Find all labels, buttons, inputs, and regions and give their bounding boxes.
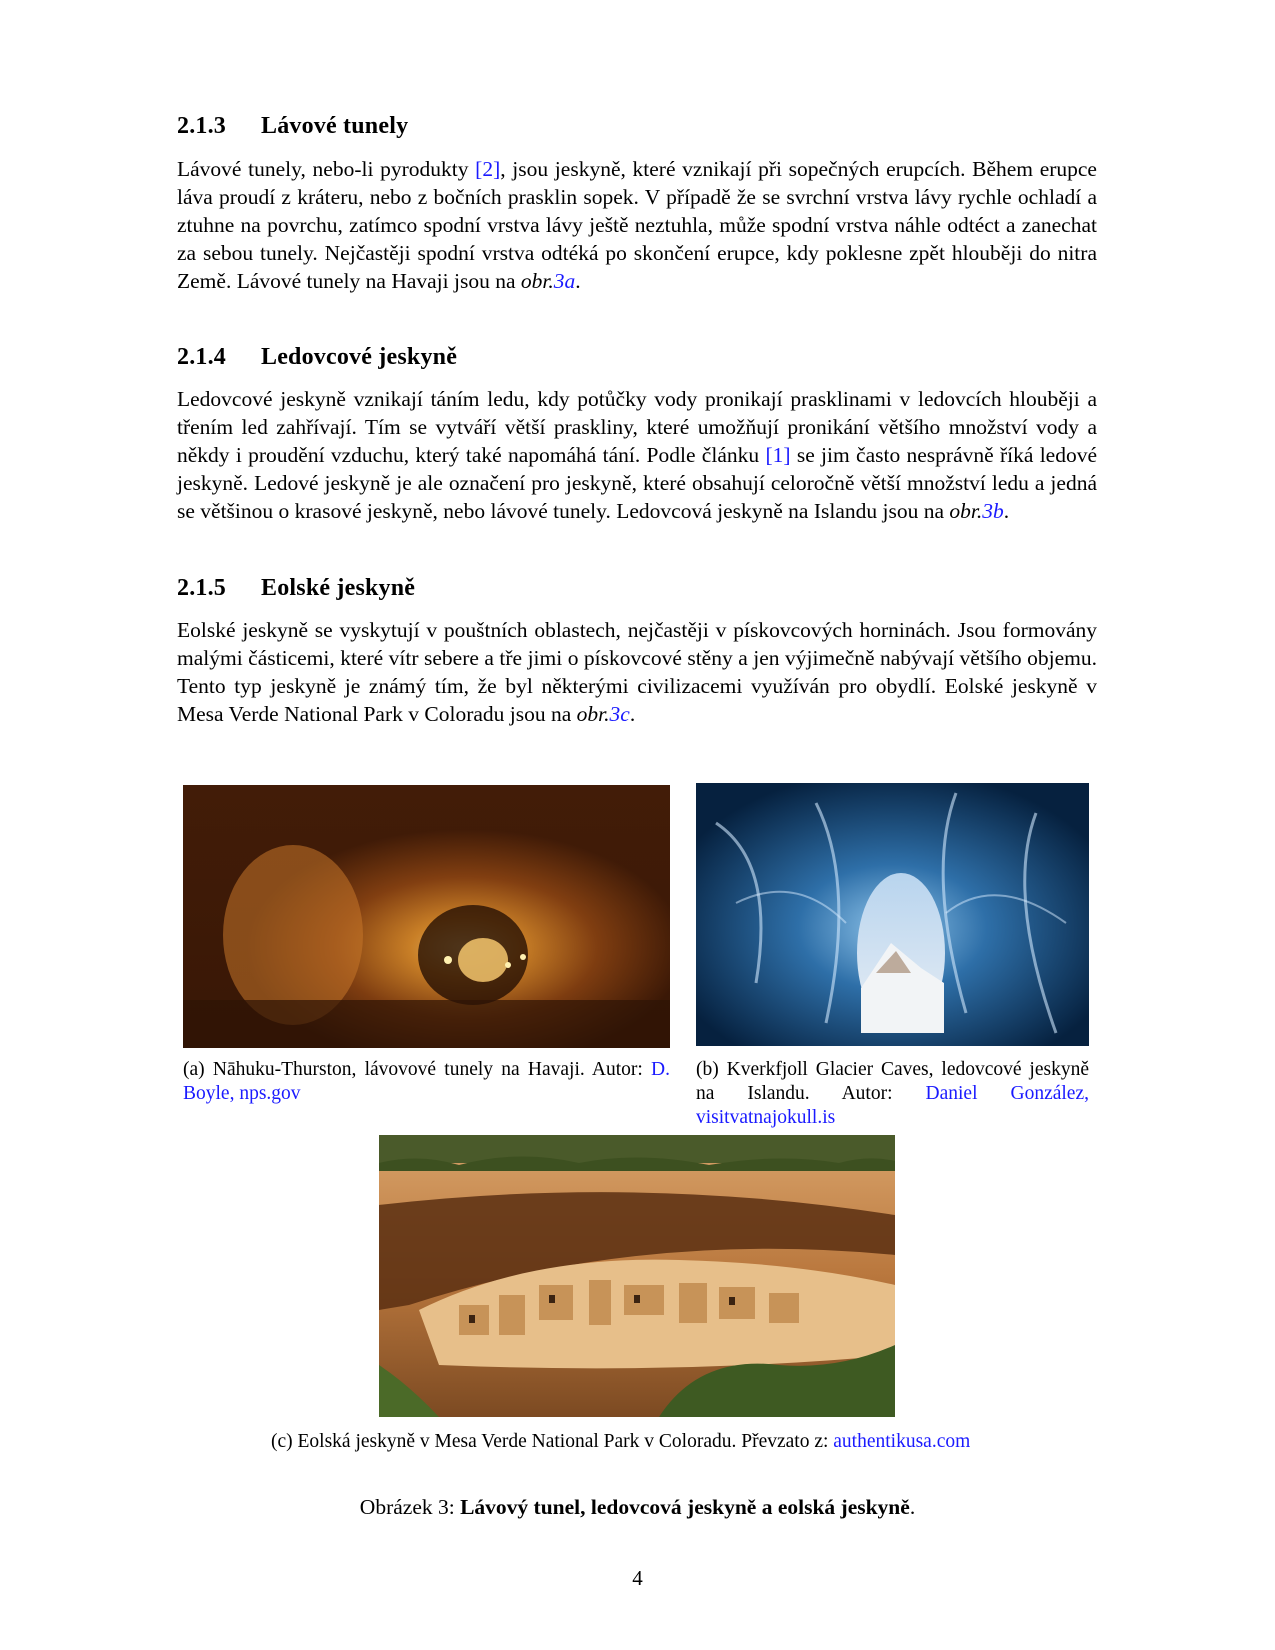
figure-3-caption xyxy=(0,1495,1275,1520)
lava-tunnel-photo xyxy=(183,785,670,1048)
caption-period: . xyxy=(909,1495,916,1519)
paragraph-lava-tunnels xyxy=(177,155,1097,295)
caption-source-link[interactable]: Daniel González, visitvatnajokull.is xyxy=(696,1083,1089,1128)
figure-ref-link[interactable]: 3b xyxy=(982,499,1004,523)
caption-text: (b) Kverkfjoll Glacier Caves, ledovcové jeskyně na Islandu. Autor: xyxy=(696,1059,1089,1104)
citation-open: [ xyxy=(475,157,483,181)
figure-ref-link[interactable]: 3c xyxy=(609,702,630,726)
figure-c-caption xyxy=(271,1430,1006,1454)
glacier-cave-photo xyxy=(696,783,1089,1046)
section-title: Lávové tunely xyxy=(261,113,409,139)
caption-text: (c) Eolská jeskyně v Mesa Verde National Park v Coloradu. Převzato z: xyxy=(271,1431,834,1452)
text: Eolské jeskyně se vyskytují v pouštních oblastech, nejčastěji v pískovcových horninách. Jsou formovány malými částicemi, které vítr sebere a tře jimi o pískovcové stěny a jen výjimečně nabývají většího objemu. Tento typ jeskyně je známý tím, že byl některými civilizacemi využíván pro obydlí. Eolské jeskyně v Mesa Verde National Park v Coloradu jsou na xyxy=(177,618,1097,726)
text: Ledovcové jeskyně vznikají táním ledu, kdy potůčky vody pronikají prasklinami v ledovcích hlouběji a třením led zahřívají. Tím se vytváří větší praskliny, které umožňují pronikání většího množství vody a někdy i proudění vzduchu, který také napomáhá tání. Podle článku xyxy=(177,387,1097,467)
obr-label: obr. xyxy=(576,702,610,726)
figure-caption-title: Lávový tunel, ledovcová jeskyně a eolská jeskyně xyxy=(460,1495,910,1519)
lava-tunnel-image xyxy=(183,785,670,1048)
caption-source-link[interactable]: D. Boyle, nps.gov xyxy=(183,1059,670,1104)
section-number: 2.1.4 xyxy=(177,344,226,370)
obr-label: obr. xyxy=(949,499,983,523)
figure-b-caption xyxy=(696,1058,1089,1130)
caption-source-link[interactable]: authentikusa.com xyxy=(833,1431,971,1452)
figure-a-caption xyxy=(183,1058,670,1106)
glacier-cave-image xyxy=(696,783,1089,1046)
caption-text: (a) Nāhuku-Thurston, lávovové tunely na Havaji. Autor: xyxy=(183,1059,652,1080)
section-heading-2-1-5 xyxy=(177,575,415,602)
section-title: Ledovcové jeskyně xyxy=(261,344,458,370)
figure-label: Obrázek 3: xyxy=(359,1495,461,1519)
section-number: 2.1.3 xyxy=(177,113,226,139)
text: . xyxy=(1003,499,1010,523)
text: . xyxy=(575,269,581,293)
paragraph-eolian-caves xyxy=(177,616,1097,728)
text: Lávové tunely, nebo-li pyrodukty xyxy=(177,157,476,181)
text: . xyxy=(629,702,636,726)
text: se jim často nesprávně říká ledové jeskyně. Ledové jeskyně je ale označení pro jeskyně, které obsahují celoročně větší množství ledu a jedná se většinou o krasové jeskyně, nebo lávové tunely. Ledovcová jeskyně na Islandu jsou na xyxy=(177,443,1097,523)
paragraph-glacier-caves xyxy=(177,385,1097,525)
citation-link[interactable]: 2 xyxy=(482,157,494,181)
mesa-verde-image xyxy=(379,1135,895,1417)
section-heading-2-1-3 xyxy=(177,113,408,140)
citation-link[interactable]: 1 xyxy=(772,443,784,467)
page-number: 4 xyxy=(632,1566,643,1590)
section-number: 2.1.5 xyxy=(177,575,226,601)
section-title: Eolské jeskyně xyxy=(261,575,416,601)
citation-close: ] xyxy=(493,157,501,181)
citation-open: [ xyxy=(765,443,773,467)
obr-label: obr. xyxy=(520,269,554,293)
text: , jsou jeskyně, které vznikají při sopečných erupcích. Během erupce láva proudí z kráteru, nebo z bočních prasklin sopek. V případě že se svrchní vrstva lávy rychle ochladí a ztuhne na povrchu, zatímco spodní vrstva lávy ještě neztuhla, může spodní vrstva náhle odtéct a zanechat za sebou tunely. Nejčastěji spodní vrstva odtéká po skončení erupce, kdy poklesne zpět hlouběji do nitra Země. Lávové tunely na Havaji jsou na xyxy=(177,157,1097,293)
figure-ref-link[interactable]: 3a xyxy=(553,269,576,293)
section-heading-2-1-4 xyxy=(177,344,457,371)
citation-close: ] xyxy=(783,443,791,467)
mesa-verde-photo xyxy=(379,1135,895,1417)
